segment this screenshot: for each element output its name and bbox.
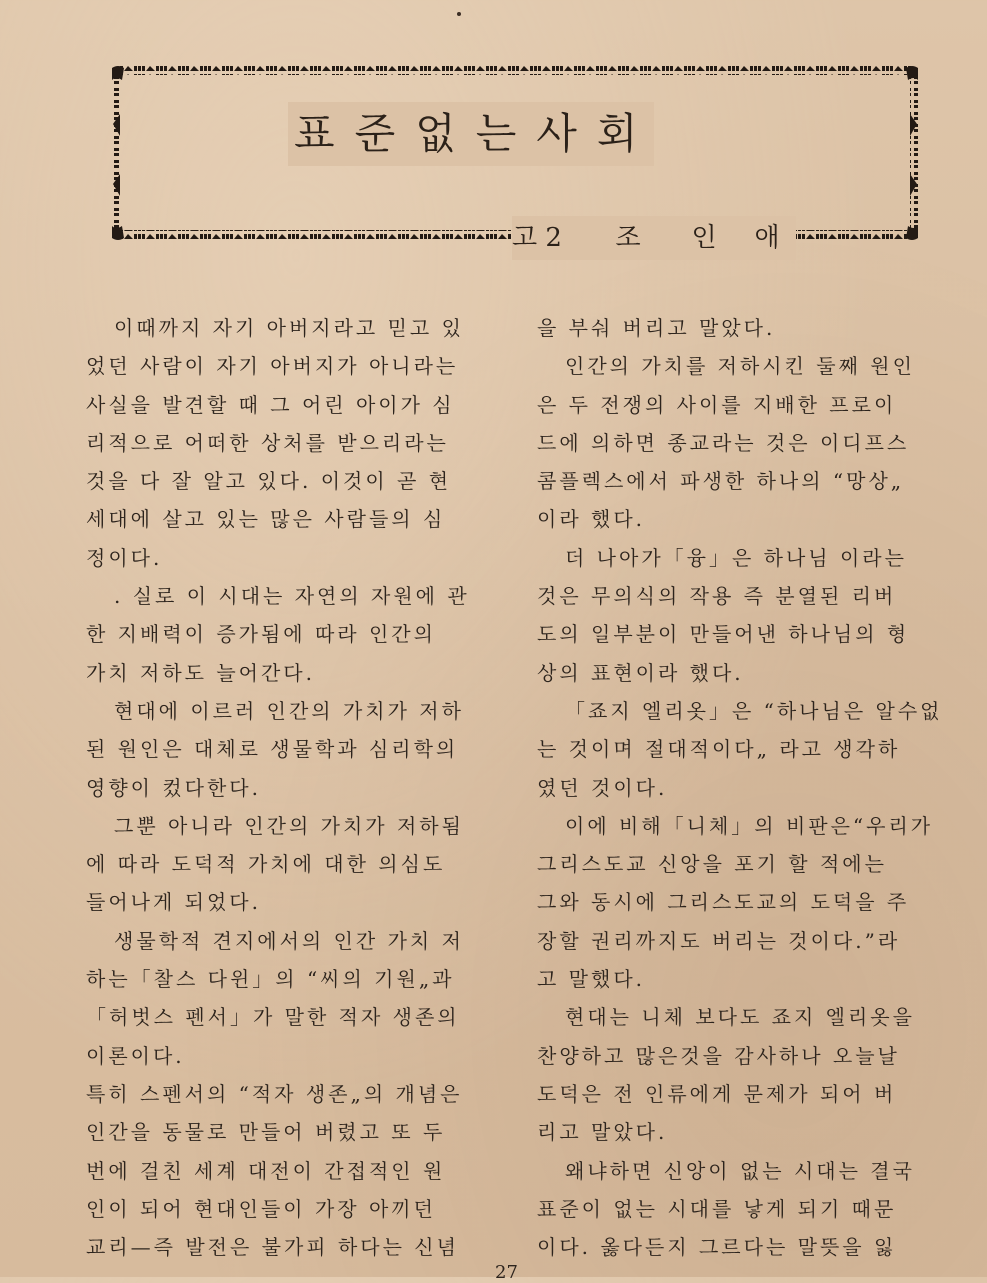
text-line: 에 따라 도덕적 가치에 대한 의심도	[86, 852, 446, 877]
article-title: 표준없는사회	[288, 102, 654, 166]
text-line: 고 말했다.	[537, 967, 645, 992]
text-line: 영향이 컸다한다.	[86, 775, 261, 800]
text-line: 이에 비해「니체」의 비판은“우리가	[565, 813, 934, 838]
author-grade: 고 2	[512, 223, 562, 253]
text-line: 그뿐 아니라 인간의 가치가 저하됨	[114, 813, 464, 838]
text-line: 정이다.	[86, 545, 163, 570]
text-line: 도의 일부분이 만들어낸 하나님의 형	[537, 622, 910, 647]
text-line: 그와 동시에 그리스도교의 도덕을 주	[537, 890, 910, 915]
text-line: 이론이다.	[86, 1043, 185, 1068]
text-line: 것을 다 잘 알고 있다. 이것이 곧 현	[86, 469, 452, 494]
author-name-char: 인	[691, 223, 717, 253]
text-line: . 실로 이 시대는 자연의 자원에 관	[114, 584, 470, 609]
text-line: 은 두 전쟁의 사이를 지배한 프로이	[537, 392, 897, 417]
text-line: 가치 저하도 늘어간다.	[86, 660, 315, 685]
text-line: 더 나아가「융」은 하나님 이라는	[565, 545, 907, 570]
text-line: 된 원인은 대체로 생물학과 심리학의	[86, 737, 459, 762]
text-line: 이라 했다.	[537, 507, 645, 532]
text-line: 왜냐하면 신앙이 없는 시대는 결국	[565, 1158, 915, 1183]
text-line: 한 지배력이 증가됨에 따라 인간의	[86, 622, 436, 647]
text-line: 들어나게 되었다.	[86, 890, 261, 915]
text-line: 이다. 옳다든지 그르다는 말뜻을 잃	[537, 1235, 897, 1260]
author-name-char: 조	[615, 223, 641, 253]
text-line: 도덕은 전 인류에게 문제가 되어 버	[537, 1081, 897, 1106]
text-line: 그리스도교 신앙을 포기 할 적에는	[537, 852, 887, 877]
text-line: 인이 되어 현대인들이 가장 아끼던	[86, 1196, 436, 1221]
text-line: 장할 권리까지도 버리는 것이다.”라	[537, 928, 901, 953]
left-text-column	[86, 309, 496, 1266]
text-line: 드에 의하면 종교라는 것은 이디프스	[537, 430, 910, 455]
text-line: 콤플렉스에서 파생한 하나의 “망상„	[537, 469, 905, 494]
text-line: 특히 스펜서의 “적자 생존„의 개념은	[86, 1081, 463, 1106]
text-line: 인간을 동물로 만들어 버렸고 또 두	[86, 1120, 446, 1145]
text-line: 을 부숴 버리고 말았다.	[537, 316, 776, 340]
text-line: 하는「찰스 다윈」의 “씨의 기원„과	[86, 967, 455, 992]
text-line: 교리—즉 발전은 불가피 하다는 신념	[86, 1235, 459, 1260]
text-line: 표준이 없는 시대를 낳게 되기 때문	[537, 1196, 897, 1221]
text-line: 었던 사람이 자기 아버지가 아니라는	[86, 354, 459, 379]
text-line: 현대에 이르러 인간의 가치가 저하	[114, 698, 464, 723]
text-line: 생물학적 견지에서의 인간 가치 저	[114, 928, 464, 953]
text-line: 현대는 니체 보다도 죠지 엘리옷을	[565, 1005, 915, 1030]
text-line: 였던 것이다.	[537, 775, 668, 800]
right-text-column	[537, 309, 949, 1266]
page-number: 27	[495, 1262, 518, 1283]
text-line: 이때까지 자기 아버지라고 믿고 있	[114, 316, 464, 340]
text-line: 번에 걸친 세계 대전이 간접적인 원	[86, 1158, 446, 1183]
text-line: 것은 무의식의 작용 즉 분열된 리버	[537, 584, 897, 609]
author-name-char: 애	[754, 223, 780, 253]
text-line: 찬양하고 많은것을 감사하나 오늘날	[537, 1043, 900, 1068]
text-line: 「죠지 엘리옷」은 “하나님은 알수없	[565, 698, 943, 723]
text-line: 인간의 가치를 저하시킨 둘째 원인	[565, 354, 915, 379]
text-line: 세대에 살고 있는 많은 사람들의 심	[86, 507, 446, 532]
text-line: 「허벗스 펜서」가 말한 적자 생존의	[86, 1005, 460, 1030]
text-line: 는 것이며 절대적이다„ 라고 생각하	[537, 737, 901, 762]
text-line: 리적으로 어떠한 상처를 받으리라는	[86, 430, 449, 455]
ink-speck	[457, 12, 461, 16]
text-line: 사실을 발견할 때 그 어린 아이가 심	[86, 392, 455, 417]
text-line: 리고 말았다.	[537, 1120, 668, 1145]
text-line: 상의 표현이라 했다.	[537, 660, 744, 685]
author-byline	[512, 216, 796, 260]
